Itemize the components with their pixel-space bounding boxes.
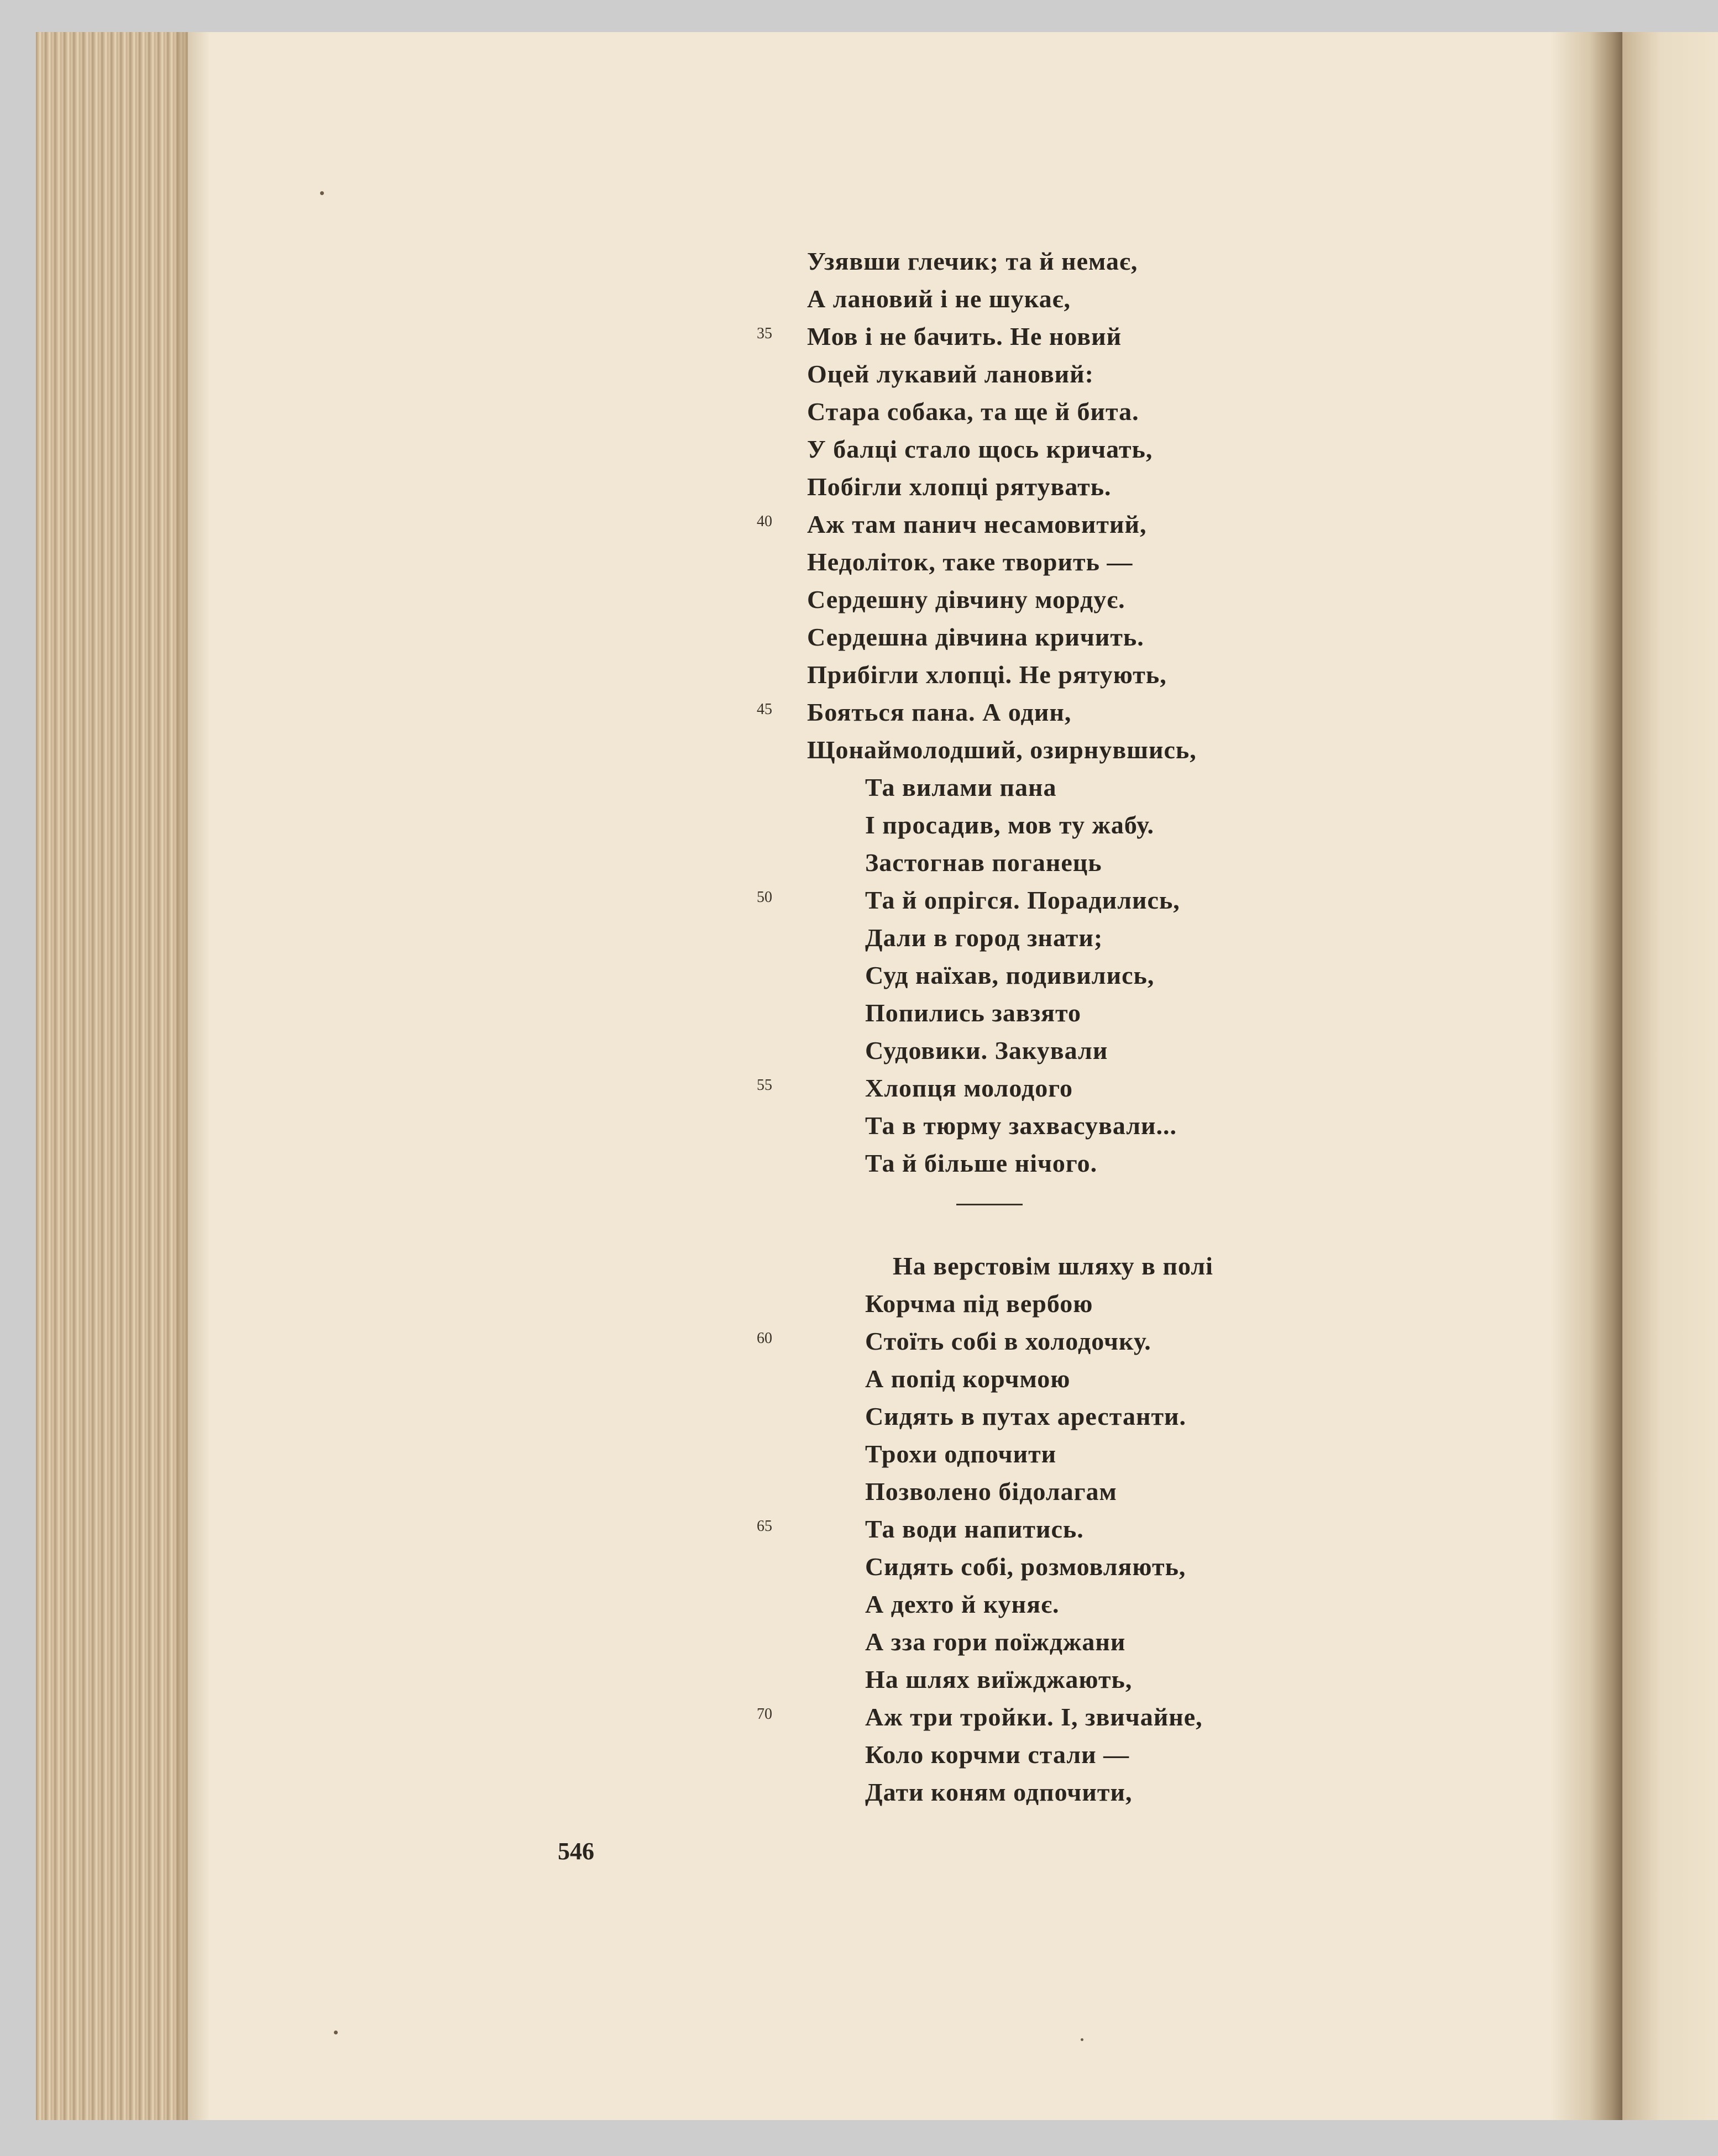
page-scan	[36, 32, 1718, 2120]
poem-line: Стара собака, та ще й бита.	[807, 397, 1139, 426]
poem-line: Узявши глечик; та й немає,	[807, 247, 1138, 275]
line-number: 55	[757, 1077, 772, 1094]
poem-line: У балці стало щось кричать,	[807, 435, 1153, 463]
poem-line: Аж три тройки. І, звичайне,	[865, 1703, 1203, 1731]
poem-line: Дати коням одпочити,	[865, 1778, 1133, 1806]
poem-line: І просадив, мов ту жабу.	[865, 811, 1154, 839]
line-number: 45	[757, 701, 772, 718]
line-number: 70	[757, 1706, 772, 1723]
page-edges	[36, 32, 188, 2120]
poem-line: Позволено бідолагам	[865, 1477, 1117, 1505]
poem-line: Сидять собі, розмовляють,	[865, 1552, 1186, 1581]
section-divider	[956, 1204, 1023, 1205]
poem-line: Та вилами пана	[865, 773, 1057, 801]
poem-line: Недоліток, таке творить —	[807, 548, 1133, 576]
speck	[1081, 2038, 1083, 2041]
poem-line: Та в тюрму захвасували...	[865, 1111, 1177, 1140]
poem-line: Сидять в путах арестанти.	[865, 1402, 1187, 1430]
poem-line: Хлопця молодого	[865, 1074, 1073, 1102]
poem-line: Трохи одпочити	[865, 1440, 1057, 1468]
poem-line: А лановий і не шукає,	[807, 285, 1071, 313]
poem-line: Сердешну дівчину мордує.	[807, 585, 1125, 613]
line-number: 35	[757, 325, 772, 342]
poem-line: Та й більше нічого.	[865, 1149, 1098, 1177]
poem-line: Оцей лукавий лановий:	[807, 360, 1094, 388]
poem-line: А зза гори поїжджани	[865, 1628, 1126, 1656]
line-number: 60	[757, 1330, 772, 1347]
poem-line: Корчма під вербою	[865, 1289, 1093, 1318]
poem-line: Мов і не бачить. Не новий	[807, 322, 1122, 350]
poem-line: Судовики. Закували	[865, 1036, 1108, 1064]
poem-line: Прибігли хлопці. Не рятують,	[807, 660, 1167, 689]
poem-line: Застогнав поганець	[865, 848, 1102, 877]
poem-line: На шлях виїжджають,	[865, 1665, 1133, 1693]
poem-line: Аж там панич несамовитий,	[807, 510, 1147, 538]
line-number: 65	[757, 1518, 772, 1535]
poem-line: А попід корчмою	[865, 1365, 1071, 1393]
poem-line: Суд наїхав, подивились,	[865, 961, 1155, 989]
book-gutter	[1551, 32, 1622, 2120]
poem-line: Бояться пана. А один,	[807, 698, 1072, 726]
poem-line: Щонаймолодший, озирнувшись,	[807, 736, 1197, 764]
poem-line: Стоїть собі в холодочку.	[865, 1327, 1151, 1355]
speck	[320, 191, 324, 195]
poem-line: Дали в город знати;	[865, 924, 1103, 952]
poem-line: Коло корчми стали —	[865, 1740, 1130, 1769]
poem-line: А дехто й куняє.	[865, 1590, 1060, 1618]
poem-line: На верстовім шляху в полі	[893, 1252, 1213, 1280]
line-number: 40	[757, 513, 772, 530]
poem-line: Сердешна дівчина кричить.	[807, 623, 1144, 651]
poem-line: Побігли хлопці рятувать.	[807, 473, 1112, 501]
page-number: 546	[558, 1838, 594, 1865]
poem-line: Та й опрігся. Порадились,	[865, 886, 1180, 914]
facing-page	[1622, 32, 1718, 2120]
poem-line: Та води напитись.	[865, 1515, 1084, 1543]
line-number: 50	[757, 889, 772, 906]
speck	[334, 2031, 338, 2034]
poem-line: Попились завзято	[865, 999, 1082, 1027]
